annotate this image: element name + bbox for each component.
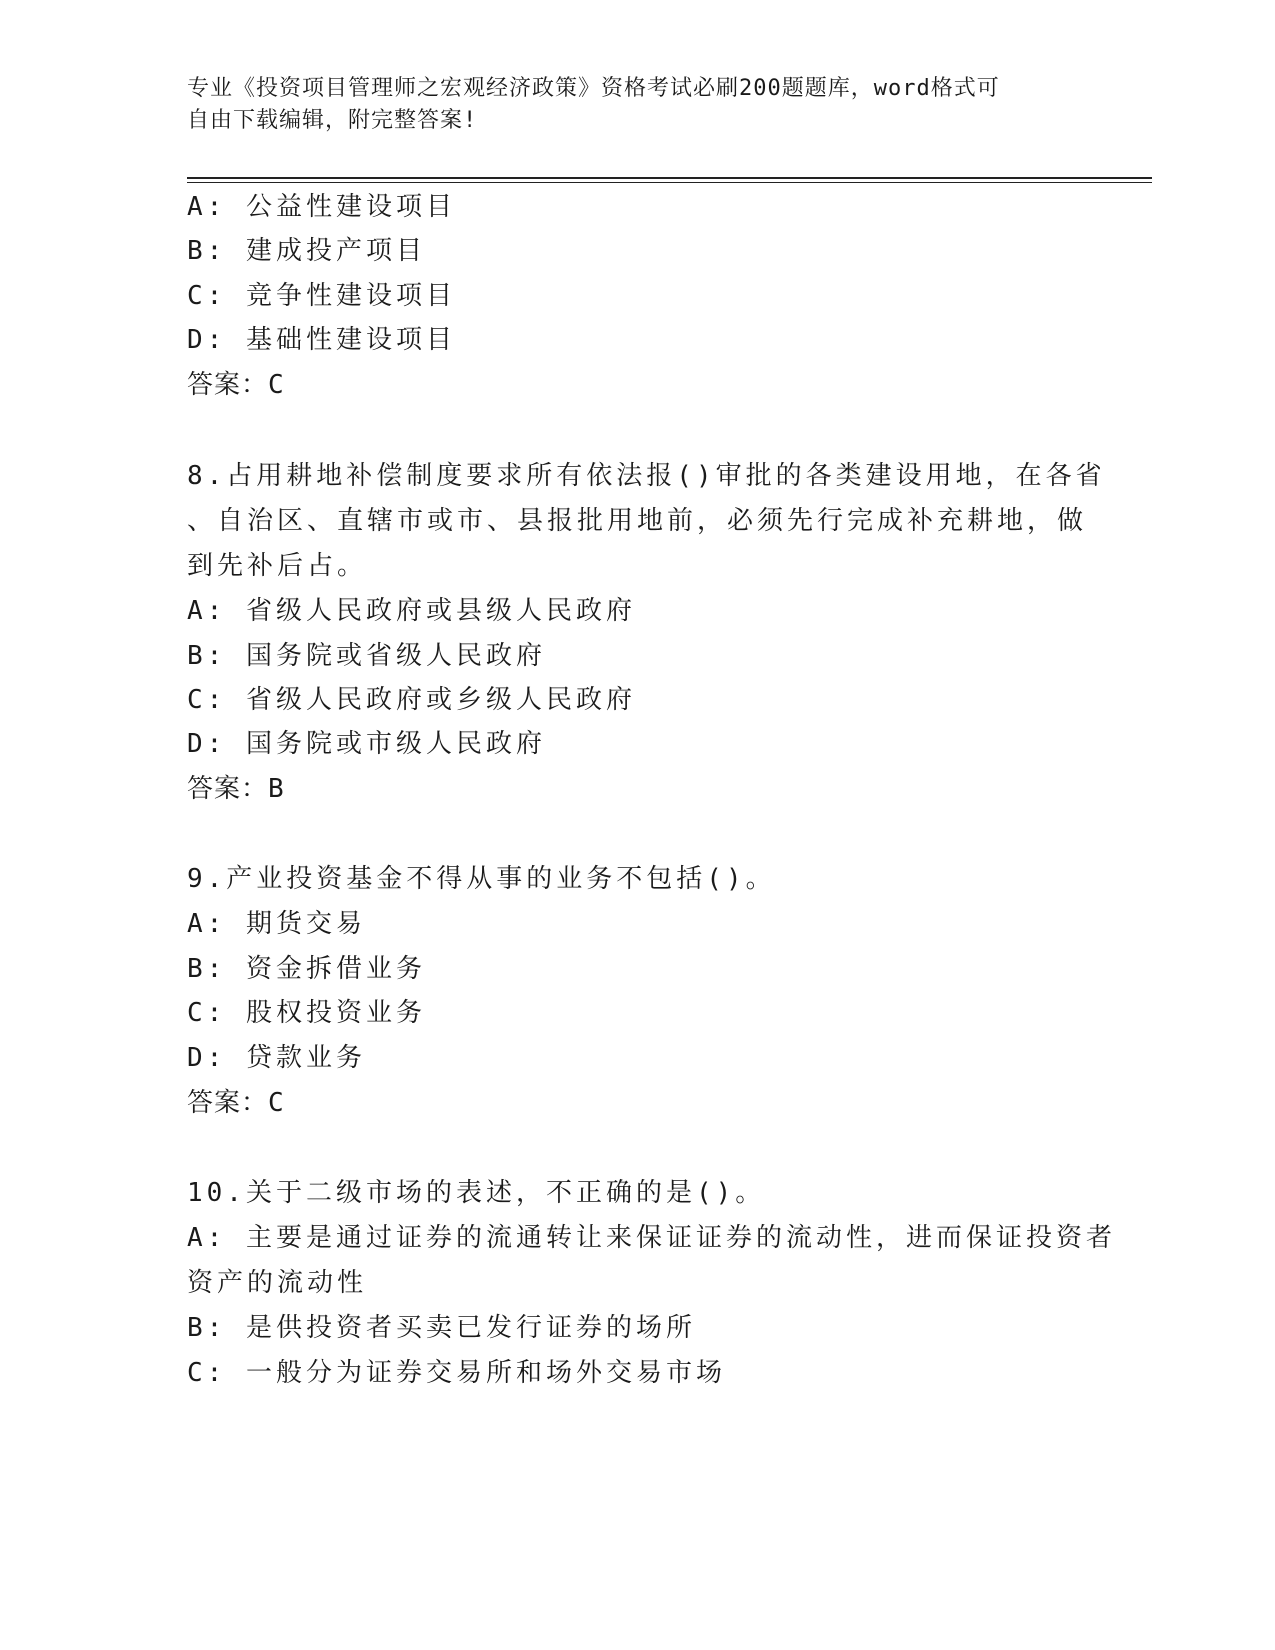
answer-value: C (268, 1088, 285, 1118)
q9-option-a: A: 期货交易 (187, 909, 366, 939)
q10-option-c: C: 一般分为证券交易所和场外交易市场 (187, 1358, 726, 1388)
q10-option-b: B: 是供投资者买卖已发行证券的场所 (187, 1313, 696, 1343)
q8-answer (187, 772, 1067, 806)
header-divider (187, 177, 1152, 179)
q9-answer (187, 1086, 1067, 1120)
q7-option-a: A: 公益性建设项目 (187, 192, 456, 222)
q7-answer (187, 368, 1067, 402)
q9-option-c: C: 股权投资业务 (187, 998, 426, 1028)
answer-value: B (268, 774, 285, 804)
answer-label: 答案： (187, 370, 269, 400)
document-header (187, 73, 1087, 137)
q9-option-b: B: 资金拆借业务 (187, 954, 426, 984)
q8-question-line-2: 、自治区、直辖市或市、县报批用地前，必须先行完成补充耕地，做 (187, 506, 1088, 536)
q9-question-line-1: 9.产业投资基金不得从事的业务不包括()。 (187, 864, 776, 894)
q10-option-a-line-1: A: 主要是通过证券的流通转让来保证证券的流动性，进而保证投资者 (187, 1223, 1116, 1253)
q10-question-line-1: 10.关于二级市场的表述，不正确的是()。 (187, 1178, 766, 1208)
q10-option-a-line-2: 资产的流动性 (187, 1268, 368, 1298)
header-line-2: 自由下载编辑，附完整答案! (187, 108, 478, 133)
q9-option-d: D: 贷款业务 (187, 1043, 366, 1073)
q8-option-b: B: 国务院或省级人民政府 (187, 641, 546, 671)
answer-label: 答案： (187, 1088, 269, 1118)
q8-question-line-1: 8.占用耕地补偿制度要求所有依法报()审批的各类建设用地，在各省 (187, 461, 1106, 491)
q8-option-a: A: 省级人民政府或县级人民政府 (187, 596, 636, 626)
header-divider-thin (187, 182, 1152, 183)
q8-question-line-3: 到先补后占。 (187, 551, 368, 581)
header-line-1: 专业《投资项目管理师之宏观经济政策》资格考试必刷200题题库，word格式可 (187, 76, 1000, 101)
q7-option-d: D: 基础性建设项目 (187, 325, 456, 355)
answer-label: 答案： (187, 774, 269, 804)
answer-value: C (268, 370, 285, 400)
q7-option-c: C: 竞争性建设项目 (187, 281, 456, 311)
q8-option-d: D: 国务院或市级人民政府 (187, 729, 546, 759)
q8-option-c: C: 省级人民政府或乡级人民政府 (187, 685, 636, 715)
q7-option-b: B: 建成投产项目 (187, 236, 426, 266)
